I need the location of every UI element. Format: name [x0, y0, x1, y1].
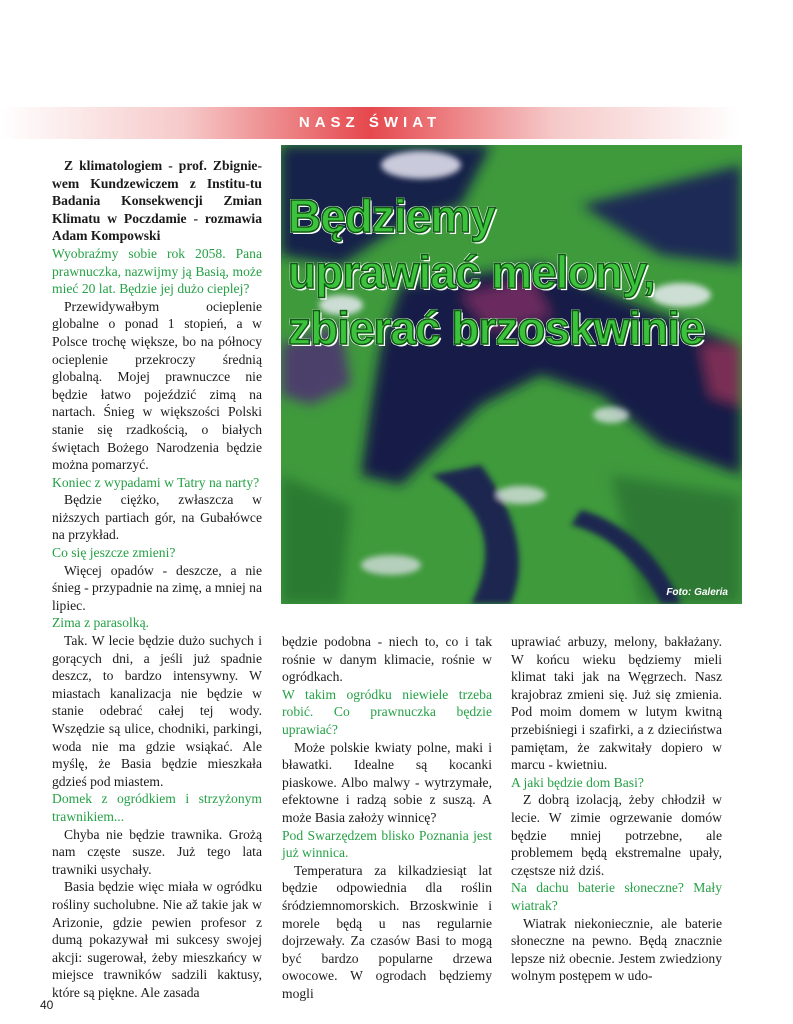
- paragraph: Z dobrą izolacją, żeby chłodził w lecie. W zimie ogrzewanie domów będzie mniej potrzebne, ale problemem będą ekstremalne upały, częstsze niż dziś.: [511, 792, 722, 878]
- paragraph: Wiatrak niekoniecznie, ale baterie słoneczne na pewno. Będą znacznie lepsze niż obecnie. Jestem zwiedziony wolnym postępem w udo-: [511, 915, 722, 984]
- question: Zima z parasolką.: [52, 615, 150, 631]
- text-column-3: [511, 633, 722, 985]
- paragraph: Więcej opadów - deszcze, a nie śnieg - przypadnie na zimę, a mniej na lipiec.: [52, 562, 262, 613]
- question: Co się jeszcze zmieni?: [52, 545, 176, 561]
- question: Domek z ogródkiem i strzyżonym trawnikiem...: [52, 791, 262, 824]
- section-title: NASZ ŚWIAT: [298, 114, 442, 131]
- question: Koniec z wypadami w Tatry na narty?: [52, 474, 260, 490]
- page-number: 40: [40, 998, 54, 1012]
- question: Na dachu baterie słoneczne? Mały wiatrak?: [511, 880, 722, 913]
- paragraph: Basia będzie więc miała w ogródku rośliny sucholubne. Nie až takie jak w Arizonie, gdzie pewien profesor z dumą pokazywał mi sukcesy swojej akcji: sugerował, żeby mieszkańcy w miejsce trawników sadzili kaktusy, które są piękne. Ale zasada: [52, 879, 262, 1000]
- text-column-2: [282, 633, 492, 1002]
- section-band: [0, 107, 740, 139]
- question: Wyobraźmy sobie rok 2058. Pana prawnuczka, nazwijmy ją Basią, może mieć 20 lat. Będzie jej dużo cieplej?: [52, 245, 262, 297]
- paragraph: Tak. W lecie będzie dużo suchych i gorących dni, a jeśli już spadnie deszcz, to bardzo intensywny. W miastach kanalizacja nie będzie w stanie odebrać całej tej wody. Wszędzie są ulice, chodniki, parkingi, woda nie ma gdzie wsiąkać. Ale myślę, że Basia będzie mieszkała gdzieś pod miastem.: [52, 633, 262, 789]
- paragraph: Będzie ciężko, zwłaszcza w niższych partiach gór, na Gubałówce na przykład.: [52, 492, 262, 543]
- headline: [288, 188, 704, 356]
- intro-text: Z klimatologiem - prof. Zbignie-wem Kundzewiczem z Institu-tu Badania Konsekwencji Zmian Klimatu w Poczdamie - rozmawia Adam Kompowski: [52, 158, 262, 244]
- question: A jaki będzie dom Basi?: [511, 774, 644, 790]
- paragraph: Temperatura za kilkadziesiąt lat będzie odpowiednia dla roślin śródziemnomorskich. Brzoskwinie i morele będą u nas regularnie dojrzewały. Za czasów Basi to mogą być bardzo popularne drzewa owocowe. W ogrodach będziemy mogli: [282, 862, 492, 1001]
- question: Pod Swarzędzem blisko Poznania jest już winnica.: [282, 827, 492, 861]
- paragraph: Chyba nie będzie trawnika. Grożą nam częste susze. Już tego lata trawniki usychały.: [52, 826, 262, 877]
- paragraph: będzie podobna - niech to, co i tak rośnie w danym klimacie, rośnie w ogródkach.: [282, 634, 492, 685]
- headline-line: uprawiać melony,: [288, 246, 655, 298]
- photo-credit: Foto: Galeria: [666, 587, 728, 598]
- headline-line: zbierać brzoskwinie: [288, 302, 704, 354]
- paragraph: Przewidywałbym ocieplenie globalne o ponad 1 stopień, a w Polsce trochę większe, bo na północy ocieplenie przekroczy średnią globalną. Mojej prawnuczce nie będzie łatwo pojeździć zimą na nartach. Śnieg w większości Polski stanie się rzadkością, o białych świętach Bożego Narodzenia będzie można pomarzyć.: [52, 298, 262, 473]
- paragraph: uprawiać arbuzy, melony, bakłażany. W końcu wieku będziemy mieli klimat taki jak na Węgrzech. Nasz krajobraz zmieni się. Już się zmienia. Pod moim domem w lutym kwitną przebiśniegi i szafirki, a z dzieciństwa pamiętam, że zakwitały dopiero w marcu - kwietniu.: [511, 634, 722, 773]
- question: W takim ogródku niewiele trzeba robić. Co prawnuczka będzie uprawiać?: [282, 686, 492, 737]
- text-column-1: [52, 157, 262, 1002]
- headline-line: Będziemy: [288, 190, 495, 242]
- paragraph: Może polskie kwiaty polne, maki i bławatki. Idealne są kocanki piaskowe. Albo malwy - wytrzymałe, efektowne i radzą sobie z suszą. A może Basia założy winnicę?: [282, 739, 492, 825]
